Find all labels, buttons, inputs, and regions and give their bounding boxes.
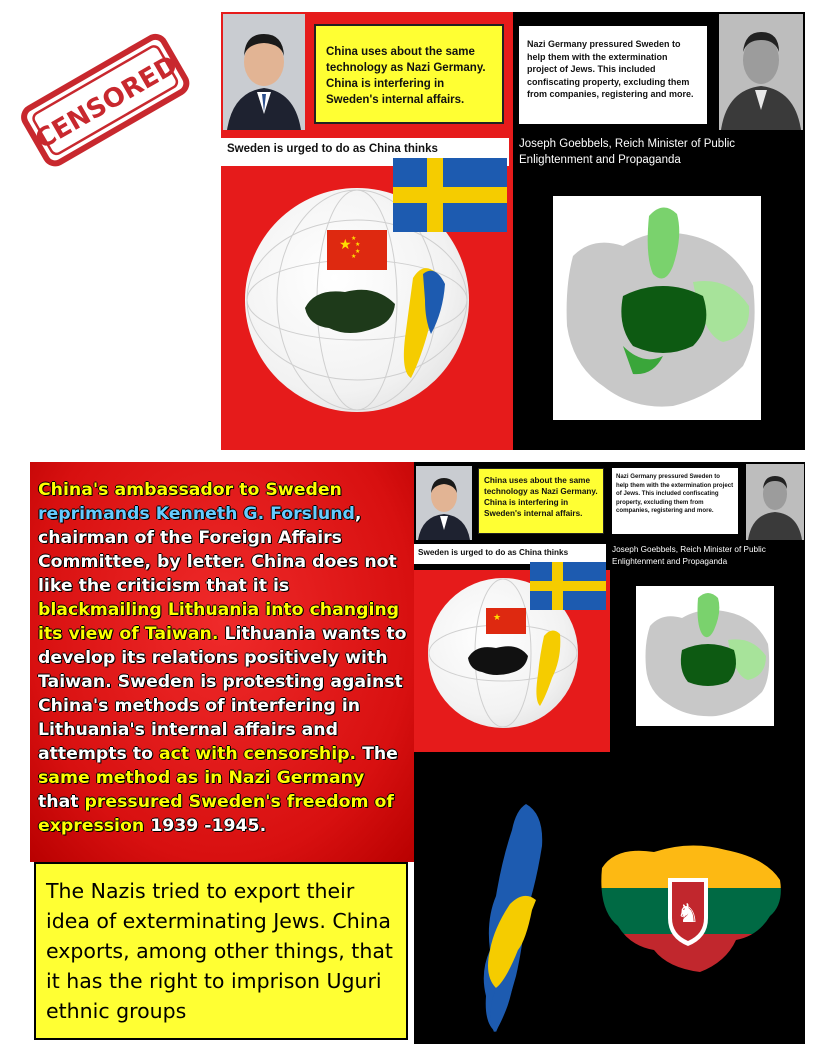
exterminating-box xyxy=(34,862,408,1040)
stamp-label: CENSORED xyxy=(30,50,183,156)
same-method-text: same method as in Nazi Germany xyxy=(38,768,365,788)
nazi-pressure-text: Nazi Germany pressured Sweden to help them with the extermination project of Jews. This included confiscating property, excluding them from companies, registering and more. xyxy=(527,39,694,99)
small-goebbels-caption xyxy=(612,544,802,567)
svg-text:★: ★ xyxy=(493,613,502,623)
lithuania-silhouette xyxy=(596,838,786,978)
china-technology-text: China uses about the same technology as Nazi Germany. China is interfering in Sweden's internal affairs. xyxy=(326,46,486,106)
svg-text:♞: ♞ xyxy=(676,899,700,929)
goebbels-caption-text: Joseph Goebbels, Reich Minister of Public Enlightenment and Propaganda xyxy=(519,138,736,166)
main-text xyxy=(38,478,410,838)
svg-text:★: ★ xyxy=(355,248,361,255)
small-china-box xyxy=(478,468,604,534)
small-sweden-caption xyxy=(414,544,606,564)
top-collage xyxy=(221,12,805,450)
freedom-text: pressured Sweden's freedom of expression xyxy=(38,792,394,836)
lithuania-text: Lithuania wants to develop its relations positively with Taiwan. Sweden is protesting against China's methods of interfering in Lithuania's internal affairs and attempts to xyxy=(38,624,407,764)
reprimand-text: reprimands Kenneth G. Forslund xyxy=(38,504,355,524)
censorship-text: act with censorship. xyxy=(159,744,357,764)
svg-text:★: ★ xyxy=(351,253,357,260)
small-china-flag xyxy=(486,608,526,634)
xi-jinping-portrait xyxy=(223,14,305,130)
that-text: that xyxy=(38,792,79,812)
goebbels-caption xyxy=(519,136,803,168)
small-europe-map xyxy=(636,586,774,726)
small-goebbels-caption-text: Joseph Goebbels, Reich Minister of Public Enlightenment and Propaganda xyxy=(612,545,766,566)
svg-text:★: ★ xyxy=(351,235,357,242)
china-technology-box xyxy=(314,24,504,124)
the-text: The xyxy=(362,744,398,764)
small-xi-portrait xyxy=(416,466,472,540)
europe-map xyxy=(553,196,761,420)
china-flag xyxy=(327,230,387,270)
svg-text:★: ★ xyxy=(355,241,361,248)
small-goebbels-portrait xyxy=(746,464,804,540)
small-sweden-flag xyxy=(530,562,606,610)
blackmail-text: blackmailing Lithuania into changing its view of Taiwan. xyxy=(38,600,400,644)
svg-text:★: ★ xyxy=(339,237,352,253)
sweden-caption-text: Sweden is urged to do as China thinks xyxy=(227,143,438,155)
ambassador-text: China's ambassador to Sweden xyxy=(38,480,342,500)
small-china-text: China uses about the same technology as Nazi Germany. China is interfering in Sweden's internal affairs. xyxy=(484,476,598,518)
years-text: 1939 -1945. xyxy=(150,816,267,836)
small-collage xyxy=(414,462,805,752)
censored-stamp xyxy=(14,24,194,174)
small-nazi-text: Nazi Germany pressured Sweden to help them with the extermination project of Jews. This included confiscating property, excluding them from companies, registering and more. xyxy=(616,473,734,515)
chairman-text: , chairman of the Foreign Affairs Committee, by letter. China does not like the criticism that it is xyxy=(38,504,397,596)
small-nazi-box xyxy=(612,468,738,534)
nazi-pressure-box xyxy=(519,26,707,124)
exterminating-text: The Nazis tried to export their idea of exterminating Jews. China exports, among other things, that it has the right to imprison Uguri ethnic groups xyxy=(46,879,393,1023)
sweden-silhouette xyxy=(466,800,556,1040)
sweden-flag xyxy=(393,158,507,232)
goebbels-portrait xyxy=(719,14,803,130)
small-sweden-caption-text: Sweden is urged to do as China thinks xyxy=(418,548,569,557)
